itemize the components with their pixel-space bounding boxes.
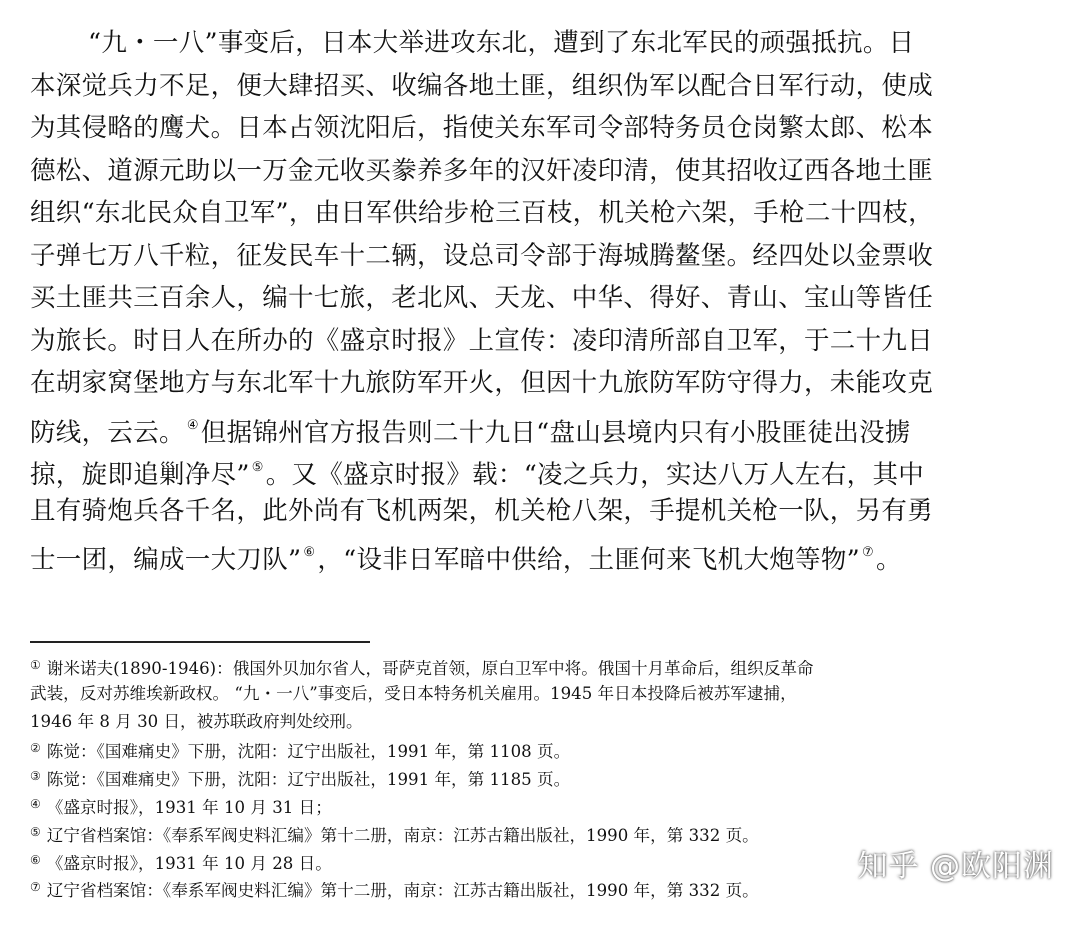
footnote-text: 辽宁省档案馆：《奉系军阀史料汇编》第十二册，南京：江苏古籍出版社，1990 年，第 332 页。 [46, 825, 759, 845]
footnote-2 [30, 735, 1055, 763]
footnote-text: 辽宁省档案馆：《奉系军阀史料汇编》第十二册，南京：江苏古籍出版社，1990 年，第 332 页。 [46, 881, 759, 901]
paragraph-line-11 [30, 447, 1050, 490]
paragraph-line-10 [30, 405, 1050, 448]
footnote-1 [30, 652, 1055, 680]
paragraph-line-1: “九・一八”事变后，日本大举进攻东北，遭到了东北军民的顽强抵抗。日 [88, 28, 915, 58]
paragraph-line-12: 且有骑炮兵各千名，此外尚有飞机两架，机关枪八架，手提机关枪一队，另有勇 [30, 495, 934, 526]
line-text: ，“设非日军暗中供给，土匪何来飞机大炮等物” [317, 545, 860, 575]
footnote-1-cont: 1946 年 8 月 30 日，被苏联政府判处绞刑。 [30, 711, 363, 731]
paragraph-line-9: 在胡家窝堡地方与东北军十九旅防军开火，但因十九旅防军防守得力，未能攻克 [30, 368, 934, 398]
line-text: 防线，云云。 [30, 417, 185, 448]
footnote-ref[interactable]: ⑤ [251, 460, 264, 475]
footnote-divider [30, 641, 370, 643]
footnote-4 [30, 791, 1055, 819]
paragraph-line-6: 子弹七万八千粒，征发民车十二辆，设总司令部于海城腾鳌堡。经四处以金票收 [30, 240, 934, 271]
footnote-text: 《盛京时报》，1931 年 10 月 28 日。 [46, 853, 332, 873]
line-text: 士一团，编成一大刀队” [30, 545, 302, 575]
footnote-mark: ③ [30, 769, 41, 784]
zhihu-watermark: 知乎 @欧阳渊 [857, 849, 1054, 884]
paragraph-line-8: 为旅长。时日人在所办的《盛京时报》上宣传：凌印清所部自卫军，于二十九日 [30, 325, 934, 356]
footnote-mark: ⑤ [30, 824, 41, 839]
footnote-ref[interactable]: ⑦ [862, 545, 874, 560]
footnote-mark: ① [30, 658, 41, 672]
footnote-text: 谢米诺夫(1890-1946)：俄国外贝加尔省人，哥萨克首领，原白卫军中将。俄国十月革命后，组织反革命 [46, 659, 814, 678]
paragraph-line-13 [30, 532, 1050, 575]
line-text: 。 [875, 545, 902, 575]
line-text: 。又《盛京时报》载：“凌之兵力，实达八万人左右，其中 [265, 460, 925, 490]
footnote-mark: ⑦ [30, 880, 41, 895]
footnote-ref[interactable]: ⑥ [303, 545, 316, 560]
paragraph-line-4: 德松、道源元助以一万金元收买豢养多年的汉奸凌印清，使其招收辽西各地土匪 [30, 155, 934, 186]
footnote-mark: ② [30, 741, 41, 756]
footnote-ref[interactable]: ④ [186, 417, 199, 433]
paragraph-line-5: 组织“东北民众自卫军”，由日军供给步枪三百枝，机关枪六架，手枪二十四枝， [30, 198, 934, 228]
footnote-3 [30, 763, 1055, 791]
main-text [30, 22, 1050, 575]
paragraph-line-7: 买土匪共三百余人，编十七旅，老北风、天龙、中华、得好、青山、宝山等皆任 [30, 283, 934, 313]
line-text: 但据锦州官方报告则二十九日“盘山县境内只有小股匪徒出没掳 [200, 417, 911, 448]
line-text: 掠，旋即追剿净尽” [30, 460, 250, 490]
footnote-mark: ④ [30, 796, 41, 811]
footnote-text: 陈觉：《国难痛史》下册，沈阳：辽宁出版社，1991 年，第 1185 页。 [46, 770, 571, 790]
footnote-text: 陈觉：《国难痛史》下册，沈阳：辽宁出版社，1991 年，第 1108 页。 [46, 742, 571, 762]
footnote-mark: ⑥ [30, 852, 41, 867]
paragraph-line-3: 为其侵略的鹰犬。日本占领沈阳后，指使关东军司令部特务员仓岗繁太郎、松本 [30, 113, 934, 143]
footnote-1-cont: 武装，反对苏维埃新政权。 “九・一八”事变后，受日本特务机关雇用。1945 年日本投降后被苏军逮捕， [30, 683, 797, 703]
footnote-text: 《盛京时报》，1931 年 10 月 31 日； [46, 797, 332, 817]
paragraph-line-2: 本深觉兵力不足，便大肆招买、收编各地土匪，组织伪军以配合日军行动，使成 [30, 70, 934, 101]
